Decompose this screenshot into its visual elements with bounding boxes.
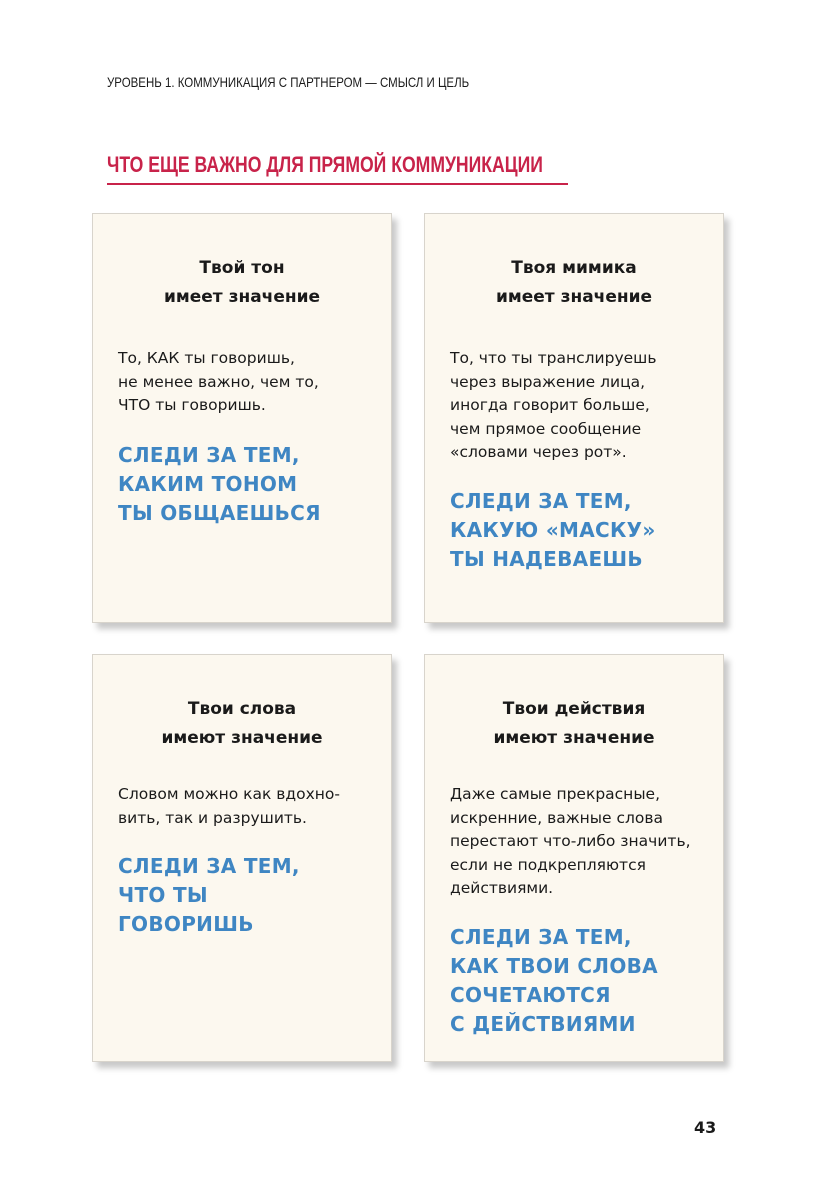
card-call-to-action <box>450 487 717 574</box>
card-body-line: перестают что-либо значить, <box>450 832 691 850</box>
card-body-line: иногда говорит больше, <box>450 396 650 414</box>
card-tone <box>92 213 392 623</box>
card-words <box>92 654 392 1062</box>
card-heading-line: имеют значение <box>493 728 655 748</box>
card-heading-line: имеют значение <box>161 728 323 748</box>
card-call-to-action <box>450 923 717 1039</box>
card-body-line: вить, так и разрушить. <box>118 808 307 827</box>
card-body-line: То, что ты транслируешь <box>450 349 657 367</box>
running-header: УРОВЕНЬ 1. КОММУНИКАЦИЯ С ПАРТНЕРОМ — СМЫСЛ И ЦЕЛЬ <box>107 74 470 90</box>
card-actions <box>424 654 724 1062</box>
card-cta-line: СЛЕДИ ЗА ТЕМ, <box>450 489 632 513</box>
card-cta-line: С ДЕЙСТВИЯМИ <box>450 1012 636 1036</box>
card-facial-expression <box>424 213 724 623</box>
card-body-line: через выражение лица, <box>450 372 646 391</box>
card-cta-line: ЧТО ТЫ <box>118 883 208 907</box>
card-cta-line: КАКУЮ «МАСКУ» <box>450 518 656 542</box>
section-title: ЧТО ЕЩЕ ВАЖНО ДЛЯ ПРЯМОЙ КОММУНИКАЦИИ <box>107 152 543 177</box>
card-cta-line: СОЧЕТАЮТСЯ <box>450 983 611 1007</box>
card-cta-line: ТЫ НАДЕВАЕШЬ <box>450 547 643 571</box>
card-body-line: То, КАК ты говоришь, <box>118 349 295 367</box>
card-body <box>450 347 717 465</box>
card-heading-line: имеет значение <box>495 287 653 307</box>
card-body-line: чем прямое сообщение <box>450 419 642 438</box>
card-call-to-action <box>118 852 385 939</box>
card-cta-line: ГОВОРИШЬ <box>118 912 254 936</box>
card-heading <box>93 254 391 312</box>
card-heading-line: Твои слова <box>187 699 297 719</box>
card-body-line: Даже самые прекрасные, <box>450 785 661 803</box>
card-cta-line: СЛЕДИ ЗА ТЕМ, <box>450 925 632 949</box>
page-number: 43 <box>694 1118 717 1137</box>
card-heading-line: Твои действия <box>502 699 646 719</box>
card-heading-line: имеет значение <box>163 287 321 307</box>
card-body-line: искренние, важные слова <box>450 808 664 827</box>
card-cta-line: КАК ТВОИ СЛОВА <box>450 954 658 978</box>
card-heading <box>425 695 723 753</box>
card-body-line: если не подкрепляются <box>450 855 646 874</box>
card-heading <box>93 695 391 753</box>
card-body-line: «словами через рот». <box>450 443 627 461</box>
card-body <box>450 783 717 901</box>
card-heading <box>425 254 723 312</box>
card-body-line: Словом можно как вдохно- <box>118 785 341 803</box>
card-cta-line: СЛЕДИ ЗА ТЕМ, <box>118 854 300 878</box>
card-body-line: ЧТО ты говоришь. <box>118 396 266 414</box>
card-heading-line: Твоя мимика <box>511 258 637 278</box>
card-heading-line: Твой тон <box>199 258 285 278</box>
card-cta-line: СЛЕДИ ЗА ТЕМ, <box>118 443 300 467</box>
card-body <box>118 783 385 830</box>
card-cta-line: КАКИМ ТОНОМ <box>118 472 298 496</box>
card-body-line: действиями. <box>450 879 554 897</box>
section-title-underline <box>107 183 568 185</box>
card-call-to-action <box>118 441 385 528</box>
card-body-line: не менее важно, чем то, <box>118 372 319 391</box>
card-cta-line: ТЫ ОБЩАЕШЬСЯ <box>118 501 321 525</box>
card-body <box>118 347 385 418</box>
